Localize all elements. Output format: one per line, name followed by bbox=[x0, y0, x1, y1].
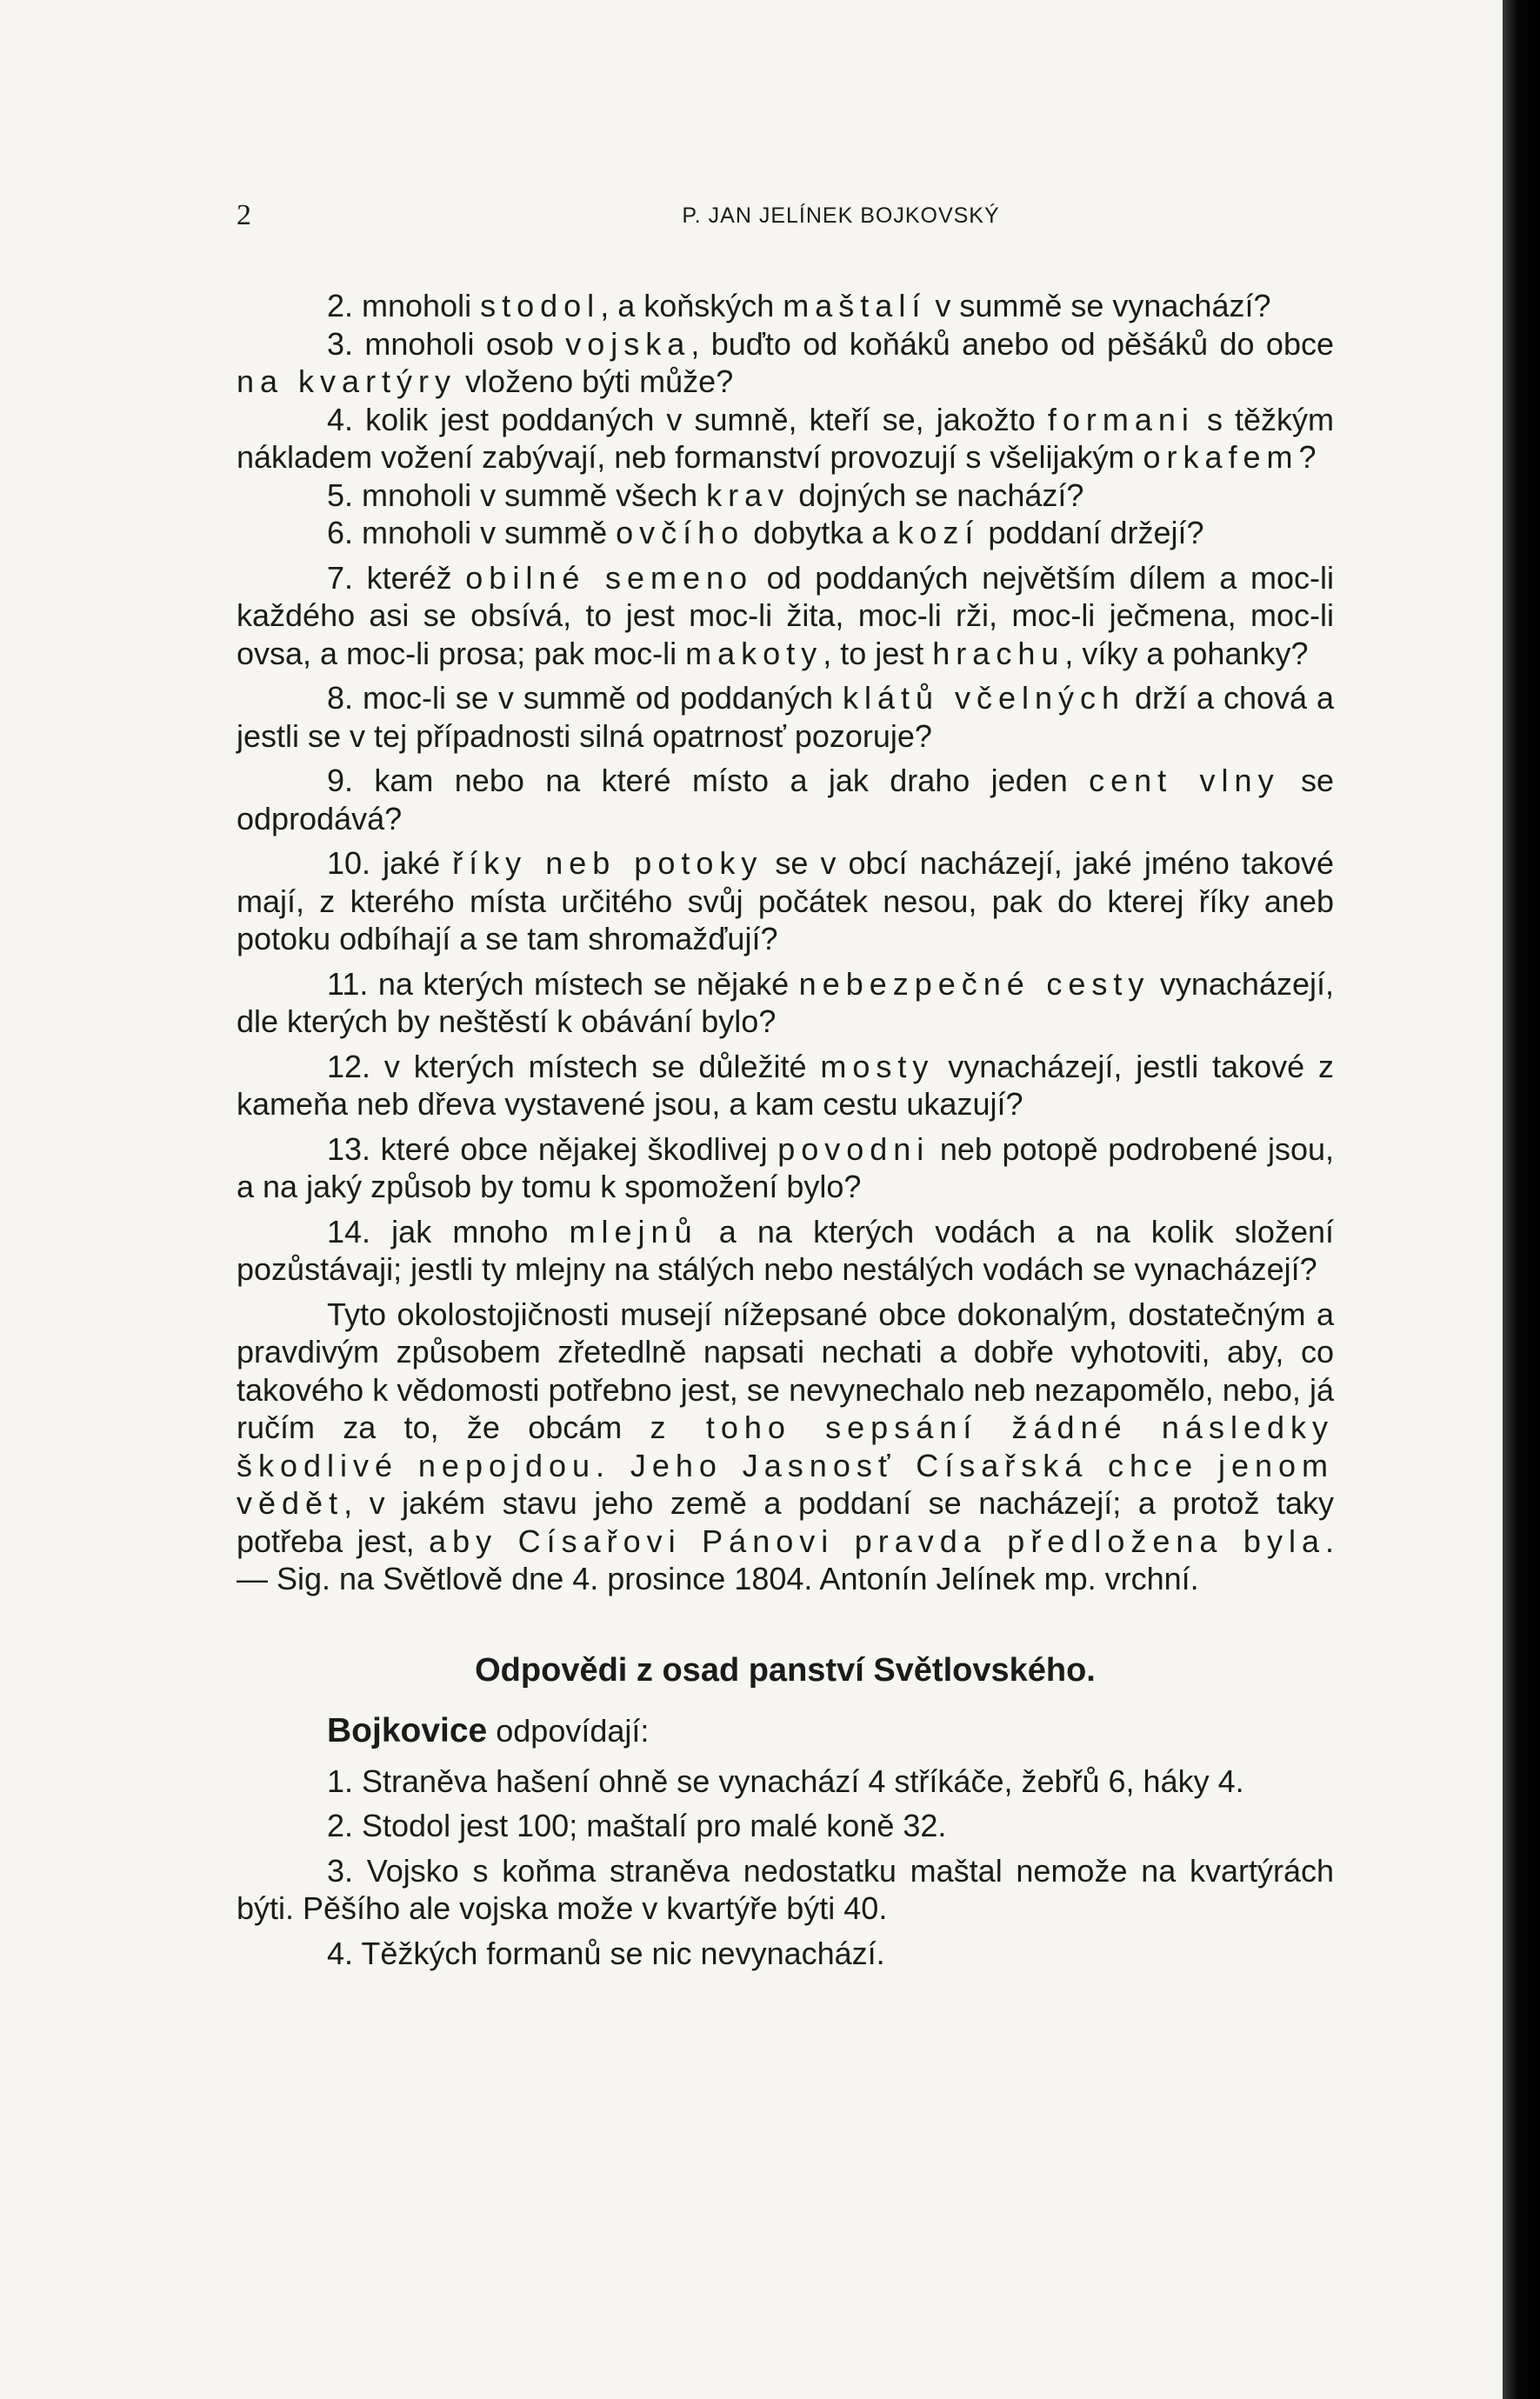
village-intro: Bojkovice odpovídají: bbox=[327, 1712, 650, 1749]
question-3: 3. mnoholi osob vojska, buďto od koňáků anebo od pěšáků do obce na kvartýry vloženo býti může? bbox=[237, 325, 1334, 399]
question-13: 13. které obce nějakej škodlivej povodni neb potopě podrobené jsou, a na jaký způsob by tomu k spomožení bylo? bbox=[237, 1130, 1334, 1204]
answer-1: 1. Straněva hašení ohně se vynachází 4 stříkáče, žebřů 6, háky 4. bbox=[327, 1763, 1244, 1799]
question-2: 2. mnoholi stodol, a koňských maštalí v summě se vynachází? bbox=[327, 288, 1271, 323]
answer-2: 2. Stodol jest 100; maštalí pro malé koně 32. bbox=[327, 1808, 947, 1843]
question-5: 5. mnoholi v summě všech krav dojných se nachází? bbox=[327, 476, 1084, 513]
question-8: 8. moc-li se v summě od poddaných klátů včelných drží a chová a jestli se v tej případnosti silná opatrnosť pozoruje? bbox=[237, 680, 1335, 754]
scan-edge bbox=[1503, 0, 1540, 2399]
answers-heading: Odpovědi z osad panství Světlovského. bbox=[475, 1651, 1096, 1689]
answer-3: 3. Vojsko s koňma straněva nedostatku maštal nemože na kvartýrách býti. Pěšího ale vojska može v kvartýře býti 40. bbox=[237, 1852, 1334, 1926]
question-4: 4. kolik jest poddaných v sumně, kteří se, jakožto formani s těžkým nákladem vožení zabývají, neb formanství provozují s všelijakým orkafem? bbox=[237, 401, 1335, 475]
answer-4: 4. Těžkých formanů se nic nevynachází. bbox=[327, 1935, 885, 1971]
running-header bbox=[237, 198, 1341, 242]
question-10: 10. jaké říky neb potoky se v obcí nacházejí, jaké jméno takové mají, z kterého místa určitého svůj počátek nesou, pak do kterej říky aneb potoku odbíhají a se tam shromažďují? bbox=[237, 845, 1334, 956]
page-number: 2 bbox=[237, 199, 251, 231]
closing-paragraph: Tyto okolostojičnosti musejí nížepsané obce dokonalým, dostatečným a pravdivým způsobem zřetedlně napsati nechati a dobře vyhotoviti, aby, co takového k vědomosti potřebno jest, se nevynechalo neb nezapomělo, nebo, já ručím za to, že obcám z toho sepsání žádné následky škodlivé nepojdou. Jeho Jasnosť Císařská chce jenom vědět, v jakém stavu jeho země a poddaní se nacházejí; a protož taky potřeba jest, aby Císařovi Pánovi pravda předložena byla. — Sig. na Světlově dne 4. prosince 1804. Antonín Jelínek mp. vrchní. bbox=[237, 1296, 1334, 1596]
question-14: 14. jak mnoho mlejnů a na kterých vodách a na kolik složení pozůstávaji; jestli ty mlejny na stálých nebo nestálých vodách se vynacházejí? bbox=[237, 1213, 1334, 1287]
question-11: 11. na kterých místech se nějaké nebezpečné cesty vynacházejí, dle kterých by neštěstí k obávání bylo? bbox=[237, 965, 1334, 1039]
question-12: 12. v kterých místech se důležité mosty vynacházejí, jestli takové z kameňa neb dřeva vystavené jsou, a kam cestu ukazují? bbox=[237, 1048, 1334, 1122]
question-9: 9. kam nebo na které místo a jak draho jeden cent vlny se odprodává? bbox=[237, 763, 1334, 836]
village-name: Bojkovice bbox=[327, 1712, 488, 1749]
page-body bbox=[237, 287, 1334, 1972]
question-6: 6. mnoholi v summě ovčího dobytka a kozí poddaní držejí? bbox=[327, 515, 1204, 550]
question-7: 7. kteréž obilné semeno od poddaných největším dílem a moc-li každého asi se obsívá, to jest moc-li žita, moc-li rži, moc-li ječmena, moc-li ovsa, a moc-li prosa; pak moc-li makoty, to jest hrachu, víky a pohanky? bbox=[237, 559, 1334, 671]
running-title: P. JAN JELÍNEK BOJKOVSKÝ bbox=[682, 203, 1000, 228]
